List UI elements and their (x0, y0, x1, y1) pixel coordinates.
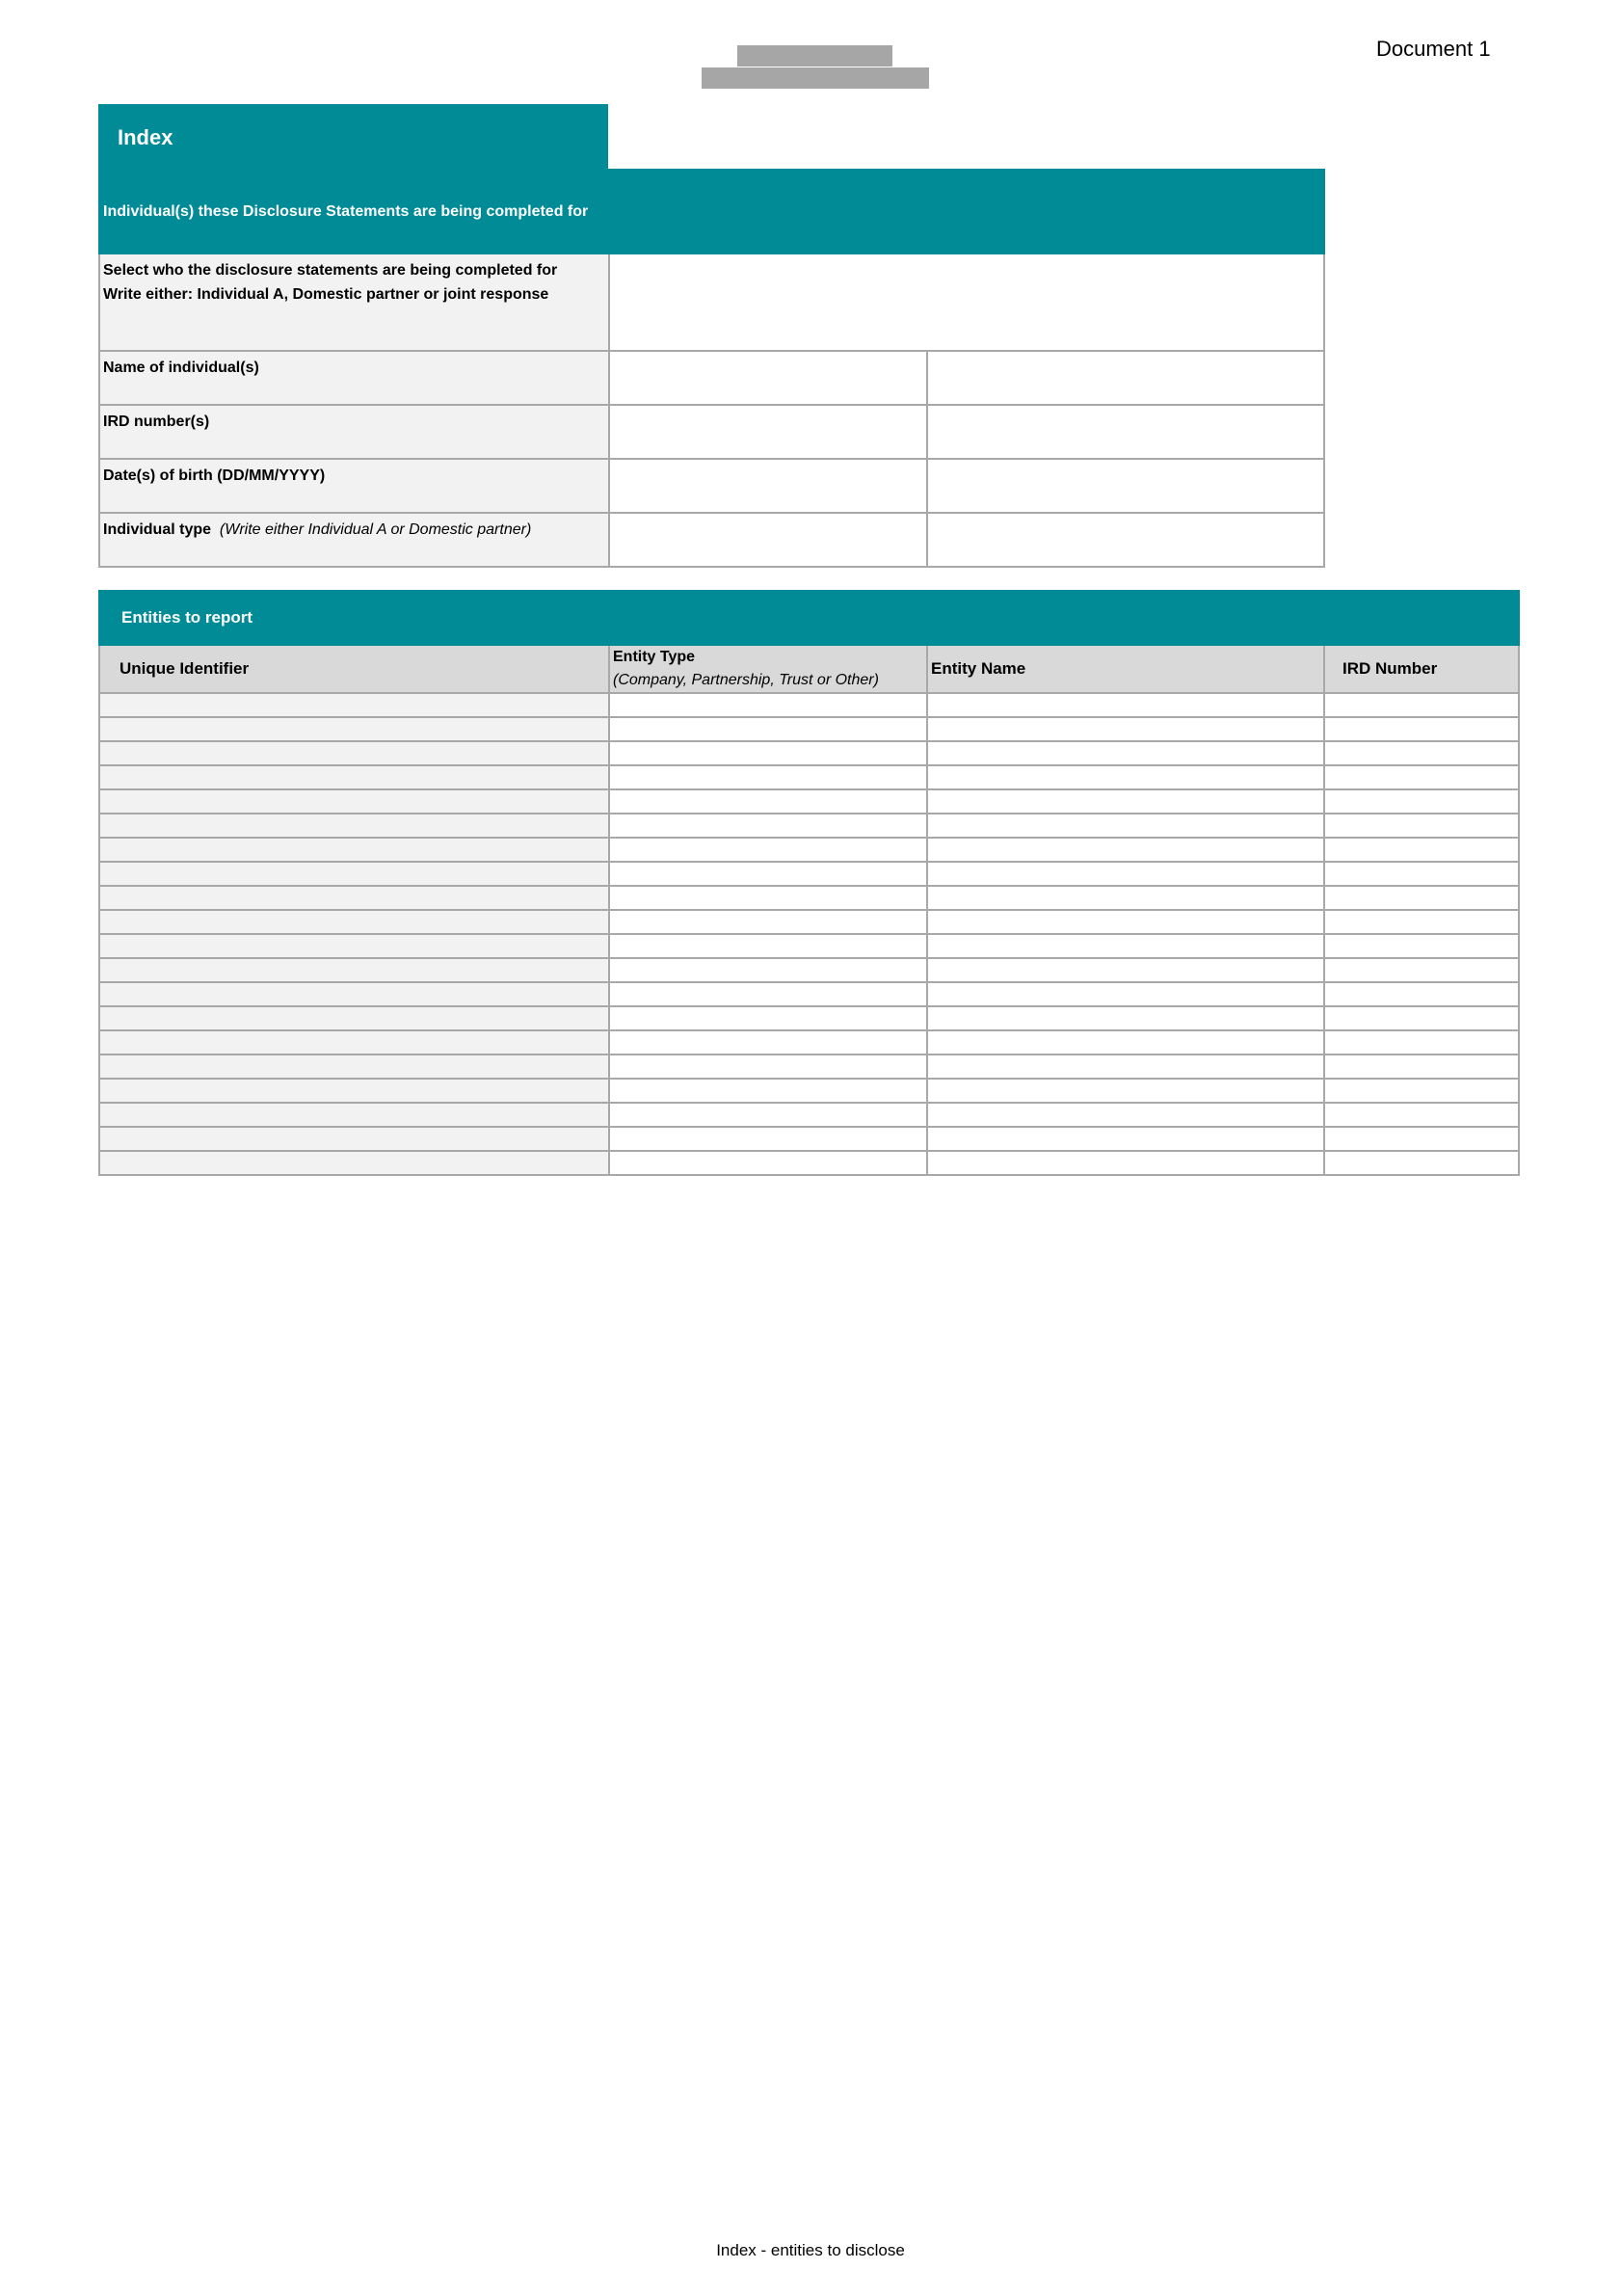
entity-type-cell[interactable] (609, 1127, 927, 1151)
unique-identifier-cell[interactable] (99, 765, 609, 789)
individuals-header-row (99, 170, 1324, 254)
entity-name-cell[interactable] (927, 765, 1324, 789)
entity-row (99, 814, 1519, 838)
ird-number-cell[interactable] (1324, 1127, 1519, 1151)
individuals-header-blank (927, 170, 1324, 254)
entity-row (99, 862, 1519, 886)
ird-number-cell[interactable] (1324, 717, 1519, 741)
unique-identifier-cell[interactable] (99, 1103, 609, 1127)
entity-name-cell[interactable] (927, 717, 1324, 741)
unique-identifier-cell[interactable] (99, 838, 609, 862)
col-unique-identifier: Unique Identifier (99, 645, 609, 693)
col-entity-type-hint: (Company, Partnership, Trust or Other) (613, 672, 879, 688)
entity-row (99, 741, 1519, 765)
entity-row (99, 789, 1519, 814)
redacted-block (702, 67, 929, 89)
type-row (99, 513, 1324, 567)
unique-identifier-cell[interactable] (99, 982, 609, 1006)
ird-number-cell[interactable] (1324, 910, 1519, 934)
entity-row (99, 838, 1519, 862)
entity-name-cell[interactable] (927, 886, 1324, 910)
entity-type-cell[interactable] (609, 910, 927, 934)
unique-identifier-cell[interactable] (99, 1151, 609, 1175)
entities-table (98, 590, 1520, 1176)
ird-input-1[interactable] (609, 405, 927, 459)
name-input-1[interactable] (609, 351, 927, 405)
ird-row (99, 405, 1324, 459)
ird-number-cell[interactable] (1324, 1055, 1519, 1079)
entity-type-cell[interactable] (609, 934, 927, 958)
ird-number-cell[interactable] (1324, 814, 1519, 838)
entity-name-cell[interactable] (927, 693, 1324, 717)
select-label-line2: Write either: Individual A, Domestic partner or joint response (103, 286, 549, 303)
index-tab: Index (98, 104, 608, 172)
ird-number-cell[interactable] (1324, 1079, 1519, 1103)
entity-name-cell[interactable] (927, 1103, 1324, 1127)
ird-number-cell[interactable] (1324, 1030, 1519, 1055)
unique-identifier-cell[interactable] (99, 789, 609, 814)
entity-row (99, 1006, 1519, 1030)
col-entity-type-label: Entity Type (613, 649, 696, 665)
ird-number-cell[interactable] (1324, 1103, 1519, 1127)
unique-identifier-cell[interactable] (99, 1030, 609, 1055)
entity-row (99, 1151, 1519, 1175)
ird-number-cell[interactable] (1324, 765, 1519, 789)
ird-number-cell[interactable] (1324, 862, 1519, 886)
entity-type-cell[interactable] (609, 717, 927, 741)
dob-input-2[interactable] (927, 459, 1324, 513)
ird-number-cell[interactable] (1324, 958, 1519, 982)
unique-identifier-cell[interactable] (99, 814, 609, 838)
entity-name-cell[interactable] (927, 958, 1324, 982)
entity-name-cell[interactable] (927, 1127, 1324, 1151)
entity-name-cell[interactable] (927, 934, 1324, 958)
ird-label: IRD number(s) (99, 405, 609, 459)
unique-identifier-cell[interactable] (99, 934, 609, 958)
ird-number-cell[interactable] (1324, 1151, 1519, 1175)
col-entity-type (609, 645, 927, 693)
select-label-line1: Select who the disclosure statements are being completed for (103, 262, 558, 279)
dob-label: Date(s) of birth (DD/MM/YYYY) (99, 459, 609, 513)
ird-number-cell[interactable] (1324, 982, 1519, 1006)
entity-type-cell[interactable] (609, 1055, 927, 1079)
entity-name-cell[interactable] (927, 1151, 1324, 1175)
entity-name-cell[interactable] (927, 1055, 1324, 1079)
entity-name-cell[interactable] (927, 910, 1324, 934)
entity-type-cell[interactable] (609, 789, 927, 814)
entity-type-cell[interactable] (609, 1006, 927, 1030)
unique-identifier-cell[interactable] (99, 958, 609, 982)
unique-identifier-cell[interactable] (99, 693, 609, 717)
ird-number-cell[interactable] (1324, 886, 1519, 910)
entities-title-row (99, 591, 1519, 645)
unique-identifier-cell[interactable] (99, 886, 609, 910)
entity-name-cell[interactable] (927, 814, 1324, 838)
unique-identifier-cell[interactable] (99, 1006, 609, 1030)
individuals-header: Individual(s) these Disclosure Statements are being completed for (99, 170, 927, 254)
entity-type-cell[interactable] (609, 1103, 927, 1127)
entity-type-cell[interactable] (609, 765, 927, 789)
entity-name-cell[interactable] (927, 741, 1324, 765)
ird-number-cell[interactable] (1324, 1006, 1519, 1030)
entity-name-cell[interactable] (927, 1079, 1324, 1103)
document-label: Document 1 (1376, 37, 1491, 61)
name-input-2[interactable] (927, 351, 1324, 405)
ird-number-cell[interactable] (1324, 693, 1519, 717)
entity-row (99, 886, 1519, 910)
entity-row (99, 1030, 1519, 1055)
entity-type-cell[interactable] (609, 1030, 927, 1055)
ird-input-2[interactable] (927, 405, 1324, 459)
entity-row (99, 693, 1519, 717)
page-footer: Index - entities to disclose (716, 2241, 905, 2259)
ird-number-cell[interactable] (1324, 838, 1519, 862)
col-entity-name: Entity Name (927, 645, 1324, 693)
unique-identifier-cell[interactable] (99, 1055, 609, 1079)
entity-row (99, 1103, 1519, 1127)
unique-identifier-cell[interactable] (99, 910, 609, 934)
entity-type-cell[interactable] (609, 1151, 927, 1175)
entity-name-cell[interactable] (927, 1006, 1324, 1030)
type-input-2[interactable] (927, 513, 1324, 567)
select-row (99, 254, 1324, 351)
entity-type-cell[interactable] (609, 741, 927, 765)
unique-identifier-cell[interactable] (99, 1079, 609, 1103)
name-row (99, 351, 1324, 405)
entities-column-header-row (99, 645, 1519, 693)
col-ird-number: IRD Number (1324, 645, 1519, 693)
entity-name-cell[interactable] (927, 838, 1324, 862)
type-input-1[interactable] (609, 513, 927, 567)
entity-row (99, 1055, 1519, 1079)
dob-row (99, 459, 1324, 513)
entity-row (99, 910, 1519, 934)
individuals-table (98, 169, 1325, 568)
entity-type-cell[interactable] (609, 982, 927, 1006)
entity-type-cell[interactable] (609, 838, 927, 862)
entity-row (99, 765, 1519, 789)
entity-row (99, 1079, 1519, 1103)
entity-row (99, 958, 1519, 982)
entity-name-cell[interactable] (927, 982, 1324, 1006)
entity-name-cell[interactable] (927, 862, 1324, 886)
entity-type-cell[interactable] (609, 958, 927, 982)
select-input[interactable] (609, 254, 1324, 351)
entity-name-cell[interactable] (927, 1030, 1324, 1055)
type-label-cell (99, 513, 609, 567)
unique-identifier-cell[interactable] (99, 1127, 609, 1151)
type-label: Individual type (103, 521, 212, 538)
ird-number-cell[interactable] (1324, 789, 1519, 814)
entity-name-cell[interactable] (927, 789, 1324, 814)
entity-row (99, 934, 1519, 958)
entities-title: Entities to report (99, 591, 1519, 645)
ird-number-cell[interactable] (1324, 934, 1519, 958)
unique-identifier-cell[interactable] (99, 717, 609, 741)
select-label (99, 254, 609, 351)
unique-identifier-cell[interactable] (99, 862, 609, 886)
dob-input-1[interactable] (609, 459, 927, 513)
entity-row (99, 1127, 1519, 1151)
entity-type-cell[interactable] (609, 886, 927, 910)
entity-type-cell[interactable] (609, 693, 927, 717)
type-hint: (Write either Individual A or Domestic partner) (219, 521, 532, 538)
name-label: Name of individual(s) (99, 351, 609, 405)
entity-row (99, 717, 1519, 741)
unique-identifier-cell[interactable] (99, 741, 609, 765)
entity-type-cell[interactable] (609, 862, 927, 886)
entity-type-cell[interactable] (609, 814, 927, 838)
entity-row (99, 982, 1519, 1006)
redacted-block (737, 45, 892, 67)
entity-type-cell[interactable] (609, 1079, 927, 1103)
ird-number-cell[interactable] (1324, 741, 1519, 765)
